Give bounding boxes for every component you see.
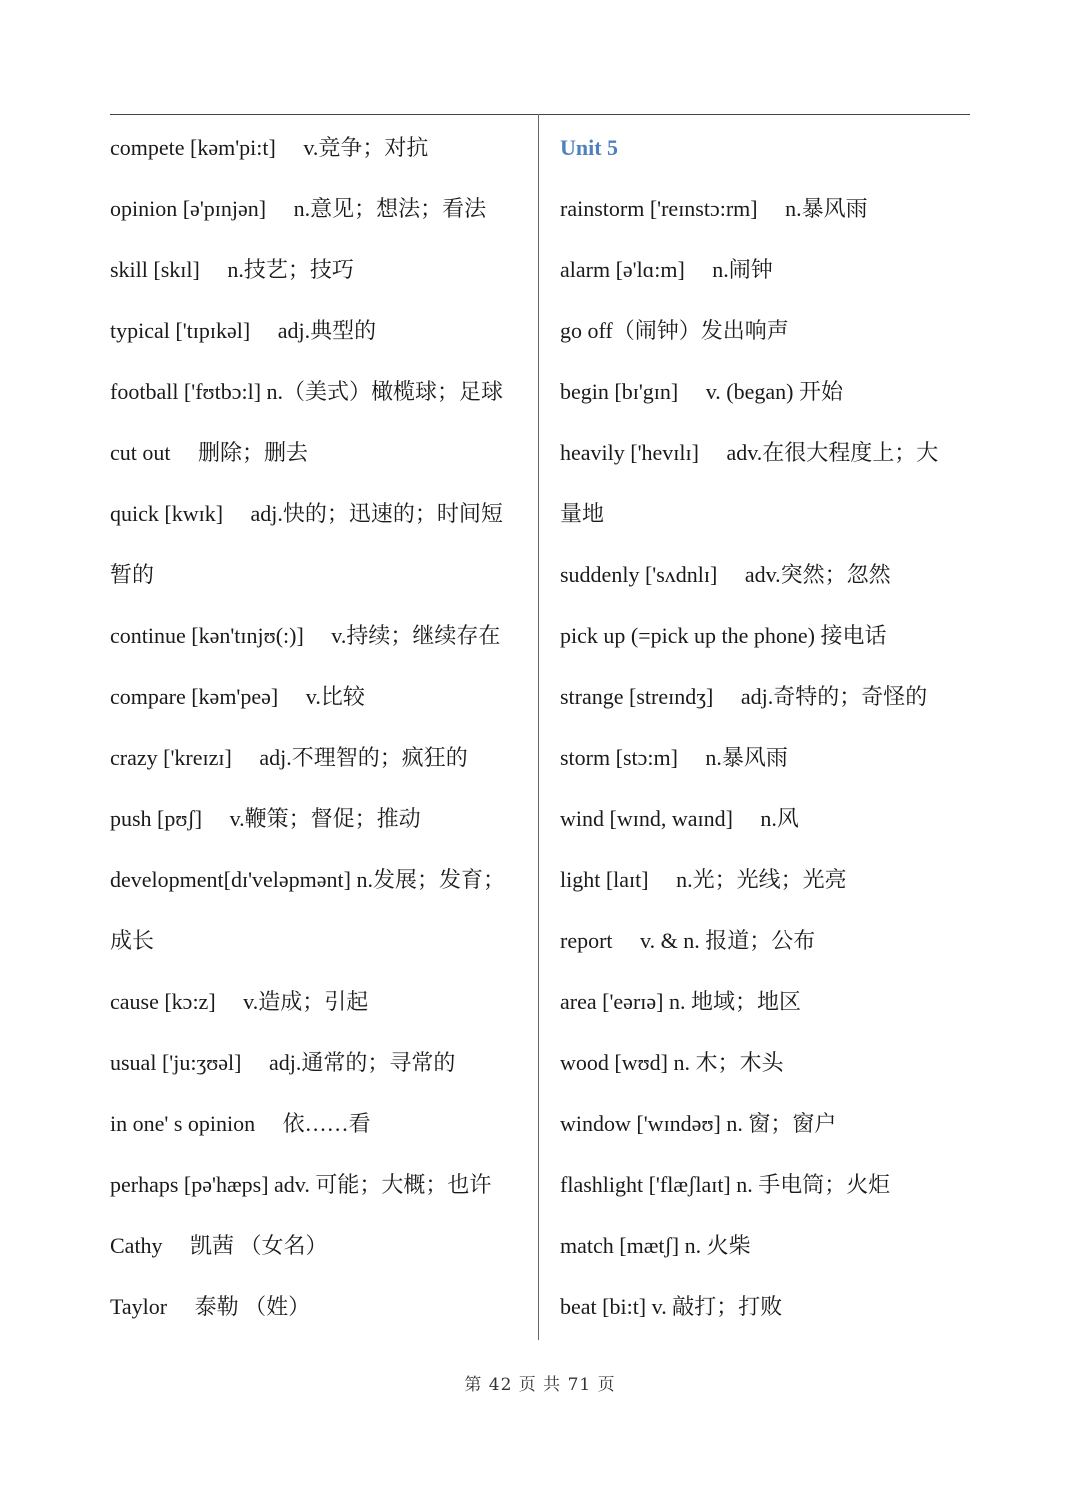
vocab-entry: in one' s opinion 依……看 bbox=[110, 1111, 371, 1136]
right-vocab-column bbox=[560, 117, 970, 1337]
vocab-entry: usual ['ju:ʒʊəl] adj.通常的；寻常的 bbox=[110, 1050, 456, 1075]
vocab-entry: beat [bi:t] v. 敲打；打败 bbox=[560, 1294, 783, 1319]
vocab-entry: report v. & n. 报道；公布 bbox=[560, 928, 816, 953]
vocab-entry: development[dɪ'veləpmənt] n.发展；发育； bbox=[110, 867, 505, 892]
vocab-entry: wind [wɪnd, waɪnd] n.风 bbox=[560, 806, 799, 831]
vocab-entry: alarm [ə'lɑ:m] n.闹钟 bbox=[560, 257, 773, 282]
vocab-entry: quick [kwɪk] adj.快的；迅速的；时间短 bbox=[110, 501, 503, 526]
left-vocab-column bbox=[110, 117, 528, 1337]
vocab-entry: opinion [ə'pɪnjən] n.意见；想法；看法 bbox=[110, 196, 487, 221]
vocab-entry: go off（闹钟）发出响声 bbox=[560, 318, 789, 343]
vocab-entry: compare [kəm'peə] v.比较 bbox=[110, 684, 365, 709]
vocab-entry: skill [skɪl] n.技艺；技巧 bbox=[110, 257, 354, 282]
vocab-entry: football ['fʊtbɔ:l] n.（美式）橄榄球；足球 bbox=[110, 379, 504, 404]
vocab-entry: continue [kən'tɪnjʊ(:)] v.持续；继续存在 bbox=[110, 623, 501, 648]
vocab-entry: match [mætʃ] n. 火柴 bbox=[560, 1233, 751, 1258]
top-rule bbox=[110, 114, 970, 115]
vocab-entry: push [pʊʃ] v.鞭策；督促；推动 bbox=[110, 806, 421, 831]
vocab-entry: heavily ['hevɪlɪ] adv.在很大程度上；大 bbox=[560, 440, 939, 465]
vocab-entry: light [laɪt] n.光；光线；光亮 bbox=[560, 867, 847, 892]
vocab-entry: flashlight ['flæʃlaɪt] n. 手电筒；火炬 bbox=[560, 1172, 891, 1197]
vocab-entry: Taylor 泰勒 （姓） bbox=[110, 1294, 311, 1319]
vocab-entry: typical ['tɪpɪkəl] adj.典型的 bbox=[110, 318, 377, 343]
vocab-entry: area ['eərɪə] n. 地域；地区 bbox=[560, 989, 801, 1014]
unit-title: Unit 5 bbox=[560, 135, 619, 160]
vocab-entry: cut out 删除；删去 bbox=[110, 440, 308, 465]
vocab-entry: Cathy 凯茜 （女名） bbox=[110, 1233, 328, 1258]
vocab-entry: compete [kəm'pi:t] v.竞争；对抗 bbox=[110, 135, 429, 160]
vocab-entry-continuation: 量地 bbox=[560, 501, 605, 526]
vocab-entry: strange [streɪndʒ] adj.奇特的；奇怪的 bbox=[560, 684, 928, 709]
vocab-entry-continuation: 暂的 bbox=[110, 562, 155, 587]
vocab-entry: perhaps [pə'hæps] adv. 可能；大概；也许 bbox=[110, 1172, 492, 1197]
vocab-entry: rainstorm ['reɪnstɔ:rm] n.暴风雨 bbox=[560, 196, 868, 221]
page-number-footer: 第 42 页 共 71 页 bbox=[464, 1375, 616, 1395]
vocab-entry-continuation: 成长 bbox=[110, 928, 155, 953]
vocab-entry: crazy ['kreɪzɪ] adj.不理智的；疯狂的 bbox=[110, 745, 468, 770]
column-divider bbox=[538, 114, 539, 1340]
vocab-entry: pick up (=pick up the phone) 接电话 bbox=[560, 623, 887, 648]
vocab-entry: begin [bɪ'gɪn] v. (began) 开始 bbox=[560, 379, 843, 404]
vocab-entry: wood [wʊd] n. 木；木头 bbox=[560, 1050, 784, 1075]
vocab-entry: cause [kɔ:z] v.造成；引起 bbox=[110, 989, 369, 1014]
vocab-entry: window ['wɪndəʊ] n. 窗；窗户 bbox=[560, 1111, 837, 1136]
vocab-entry: suddenly ['sʌdnlɪ] adv.突然；忽然 bbox=[560, 562, 891, 587]
vocab-entry: storm [stɔ:m] n.暴风雨 bbox=[560, 745, 788, 770]
